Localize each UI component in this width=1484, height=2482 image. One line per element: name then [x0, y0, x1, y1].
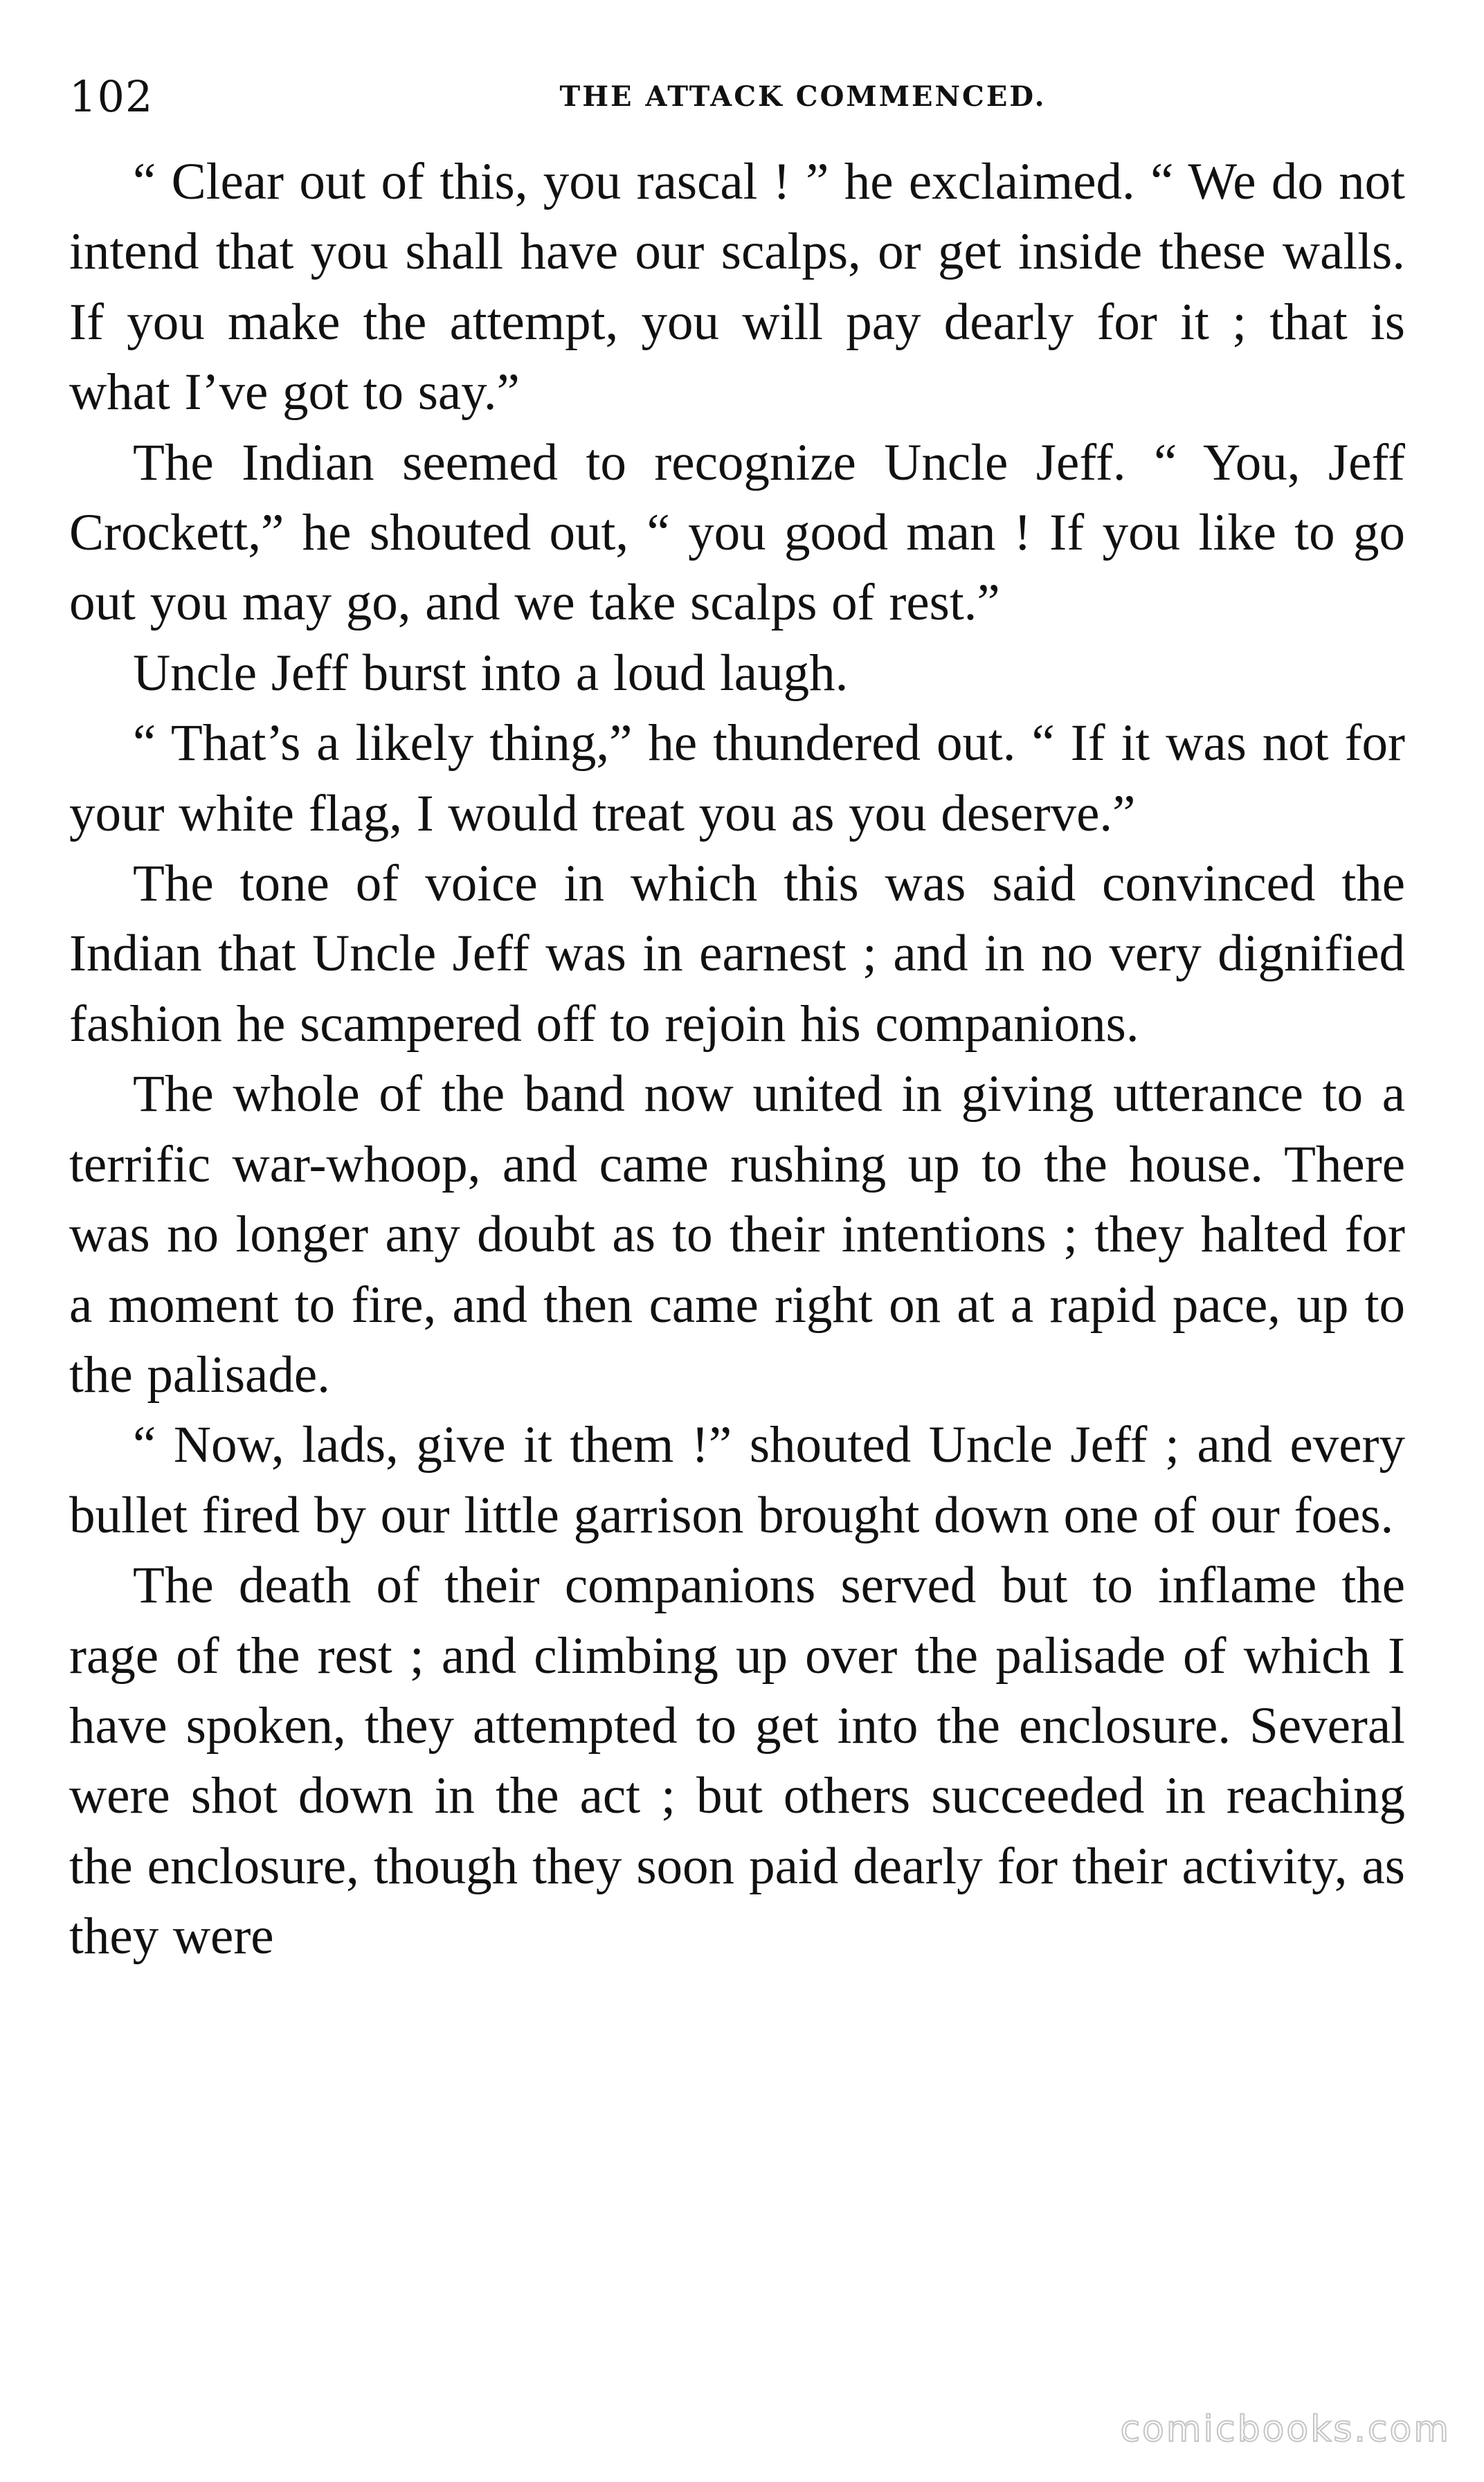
- paragraph: Uncle Jeff burst into a loud laugh.: [133, 644, 849, 702]
- paragraph: “ Now, lads, give it them !” shouted Uncle Jeff ; and every bullet fired by our little garrison brought down one of our foes.: [69, 1416, 1405, 1544]
- watermark: comicbooks.com: [1120, 2409, 1451, 2450]
- paragraph: “ That’s a likely thing,” he thundered out. “ If it was not for your white flag, I would treat you as you deserve.”: [69, 714, 1405, 842]
- paragraph: The death of their companions served but to inflame the rage of the rest ; and climbing up over the palisade of which I have spoken, they attempted to get into the enclosure. Several were shot down in the act ; but others succeeded in reaching the enclosure, though they soon paid dearly for their activity, as they were: [69, 1557, 1405, 1966]
- paragraph: The whole of the band now united in giving utterance to a terrific war-whoop, and came rushing up to the house. There was no longer any doubt as to their intentions ; they halted for a moment to fire, and then came right on at a rapid pace, up to the palisade.: [69, 1065, 1405, 1404]
- page-number: 102: [69, 71, 154, 122]
- running-head: THE ATTACK COMMENCED.: [559, 80, 1047, 113]
- paragraph: “ Clear out of this, you rascal ! ” he exclaimed. “ We do not intend that you shall have our scalps, or get inside these walls. If you make the attempt, you will pay dearly for it ; that is what I’ve got to say.”: [69, 153, 1405, 422]
- paragraph: The tone of voice in which this was said convinced the Indian that Uncle Jeff was in earnest ; and in no very dignified fashion he scampered off to rejoin his companions.: [69, 855, 1405, 1053]
- body-text: [69, 147, 1405, 1972]
- paragraph: The Indian seemed to recognize Uncle Jeff. “ You, Jeff Crockett,” he shouted out, “ you good man ! If you like to go out you may go, and we take scalps of rest.”: [69, 433, 1405, 632]
- page-header: [69, 55, 1405, 138]
